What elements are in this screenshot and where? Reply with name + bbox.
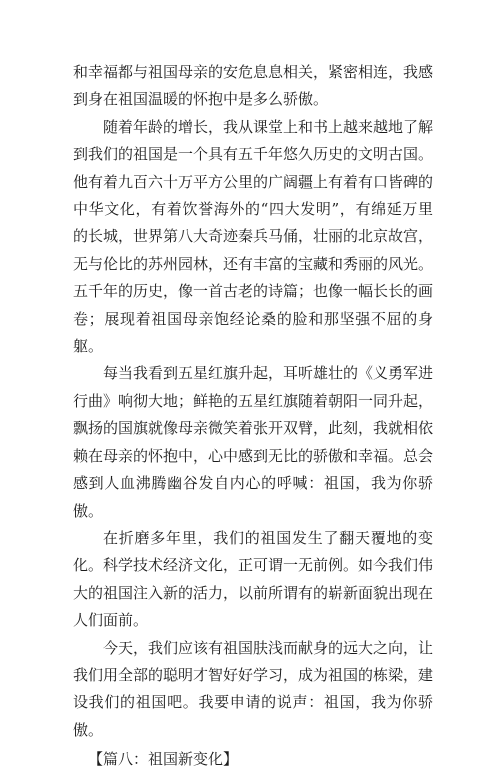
paragraph-5: 今天，我们应该有祖国肤浅而献身的远大之向，让我们用全部的聪明才智好好学习，成为祖国的栋梁，建设我们的祖国吧。我要申请的说声：祖国，我为你骄傲。 [73, 638, 434, 739]
paragraph-4: 在折磨多年里，我们的祖国发生了翻天覆地的变化。科学技术经济文化，正可谓一无前例。如今我们伟大的祖国注入新的活力，以前所谓有的崭新面貌出现在人们面前。 [73, 528, 434, 630]
paragraph-1: 和幸福都与祖国母亲的安危息息相关，紧密相连，我感到身在祖国温暖的怀抱中是多么骄傲。 [73, 63, 434, 109]
paragraph-3: 每当我看到五星红旗升起，耳听雄壮的《义勇军进行曲》响彻大地；鲜艳的五星红旗随着朝阳一同升起，飘扬的国旗就像母亲微笑着张开双臂，此刻，我就相依赖在母亲的怀抱中，心中感到无比的骄傲和幸福。总会感到人血沸腾幽谷发自内心的呼喊：祖国，我为你骄傲。 [73, 364, 434, 520]
section-heading: 【篇八：祖国新变化】 [88, 750, 239, 769]
paragraph-2: 随着年龄的增长，我从课堂上和书上越来越地了解到我们的祖国是一个具有五千年悠久历史的文明古国。他有着九百六十万平方公里的广阔疆上有着有口皆碑的中华文化，有着饮誉海外的“四大发明”，有绵延万里的长城，世界第八大奇迹秦兵马俑，壮丽的北京故宫，无与伦比的苏州园林，还有丰富的宝藏和秀丽的风光。五千年的历史，像一首古老的诗篇；也像一幅长长的画卷；展现着祖国母亲饱经论桑的脸和那坚强不屈的身躯。 [73, 117, 434, 356]
document-body [73, 59, 433, 774]
